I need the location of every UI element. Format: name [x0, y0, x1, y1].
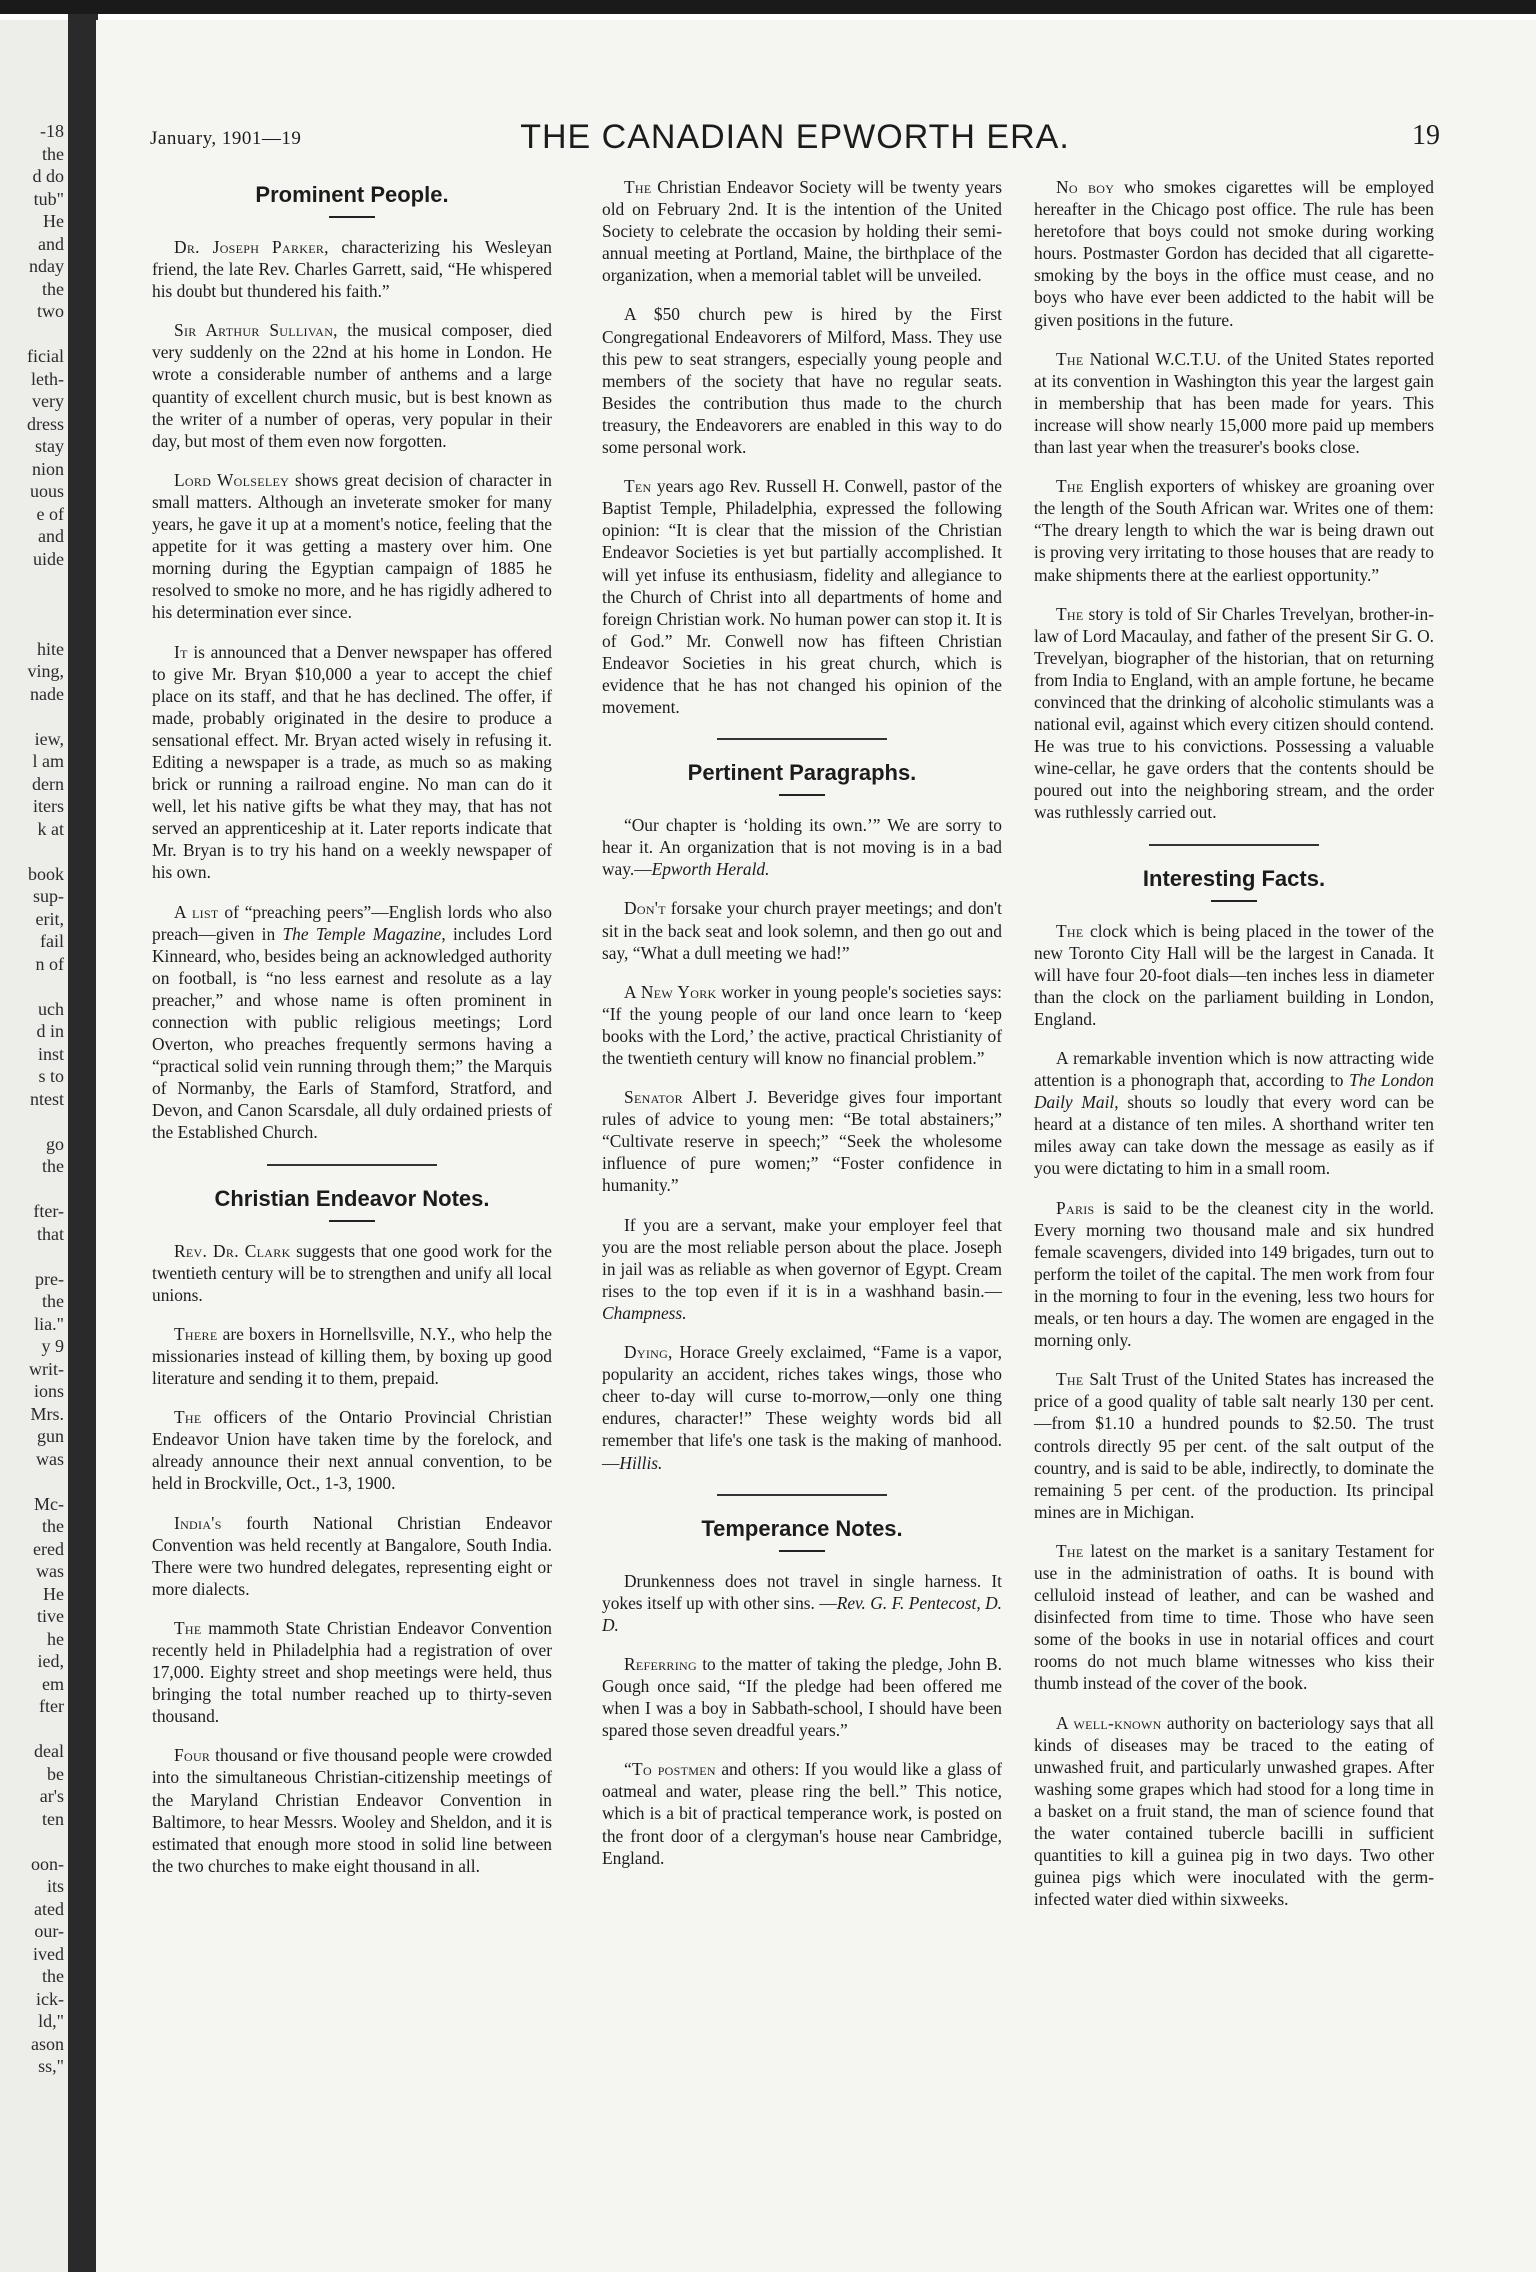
paragraph-lead: The: [1056, 476, 1084, 497]
paragraph-lead: The: [624, 177, 652, 197]
section-divider: [717, 738, 887, 740]
paragraph-text: Salt Trust of the United States has increased the price of a good quality of table salt nearly 130 per cent.—from $1.10 a hundred pounds to $2.50. The trust controls directly 95 per cent. of the salt output of the country, and is said to be able, indirectly, to dominate the remaining 5 per cent. of the production. Its principal mines are in Michigan.: [1034, 1369, 1434, 1522]
paragraph-text: Horace Greely exclaimed, “Fame is a vapor, popularity an accident, riches takes wings, those who cheer to-day will curse to-morrow,—only one thing endures, character!” These weighty words bid all remember that life's one task is the making of manhood.—: [602, 1342, 1002, 1473]
paragraph-text: latest on the market is a sanitary Testament for use in the administration of oaths. It is bound with celluloid instead of leather, and can be washed and disinfected from time to time. Those who have seen some of the books in use in notarial offices and court rooms do not much blame witnesses who kiss their thumb instead of the cover of the book.: [1034, 1540, 1434, 1694]
margin-fragment: the: [42, 143, 64, 164]
paragraph: [602, 303, 1002, 458]
paragraph-lead: India's: [174, 1512, 222, 1533]
paragraph: [602, 814, 1002, 880]
paragraph-text: story is told of Sir Charles Trevelyan, brother-in-law of Lord Macaulay, and father of the present Sir G. O. Trevelyan, biographer of the historian, that on returning from India to England, with an ample fortune, he became convinced that the drinking of alcoholic stimulants was a national evil, against which every citizen should contend. He was true to his convictions. Possessing a valuable wine-cellar, he gave orders that the contents should be poured out into the neighboring stream, and the order was ruthlessly carried out.: [1034, 603, 1434, 823]
paragraph: [152, 901, 552, 1144]
margin-fragment: y 9: [41, 1336, 64, 1356]
margin-fragment: iters: [33, 796, 64, 816]
paragraph: [1034, 1712, 1434, 1911]
paragraph-lead: No boy: [1056, 177, 1115, 197]
paragraph-lead: Four: [174, 1745, 211, 1766]
page-number: 19: [1412, 120, 1440, 151]
margin-fragment: the: [42, 1966, 64, 1986]
paragraph-text: If you are a servant, make your employer feel that you are the most reliable person about the place. Joseph in jail was as reliable as when governor of Egypt. Cream rises to the top even if it is in a washhand basin.—: [602, 1214, 1002, 1301]
margin-fragment: ick-: [36, 1988, 64, 2009]
paragraph-text: is said to be the cleanest city in the world. Every morning two thousand male and six hundred female scavengers, divided into 149 brigades, turn out to perform the toilet of the capital. The men work from four in the morning to four in the evening, less two hours for meals, or ten hours a day. The women are engaged in the morning only.: [1034, 1197, 1434, 1351]
paragraph-text: A $50 church pew is hired by the First Congregational Endeavorers of Milford, Mass. They use this pew to seat strangers, especially young people and members of the society that have no regular seats. Besides the contribution thus made to the church treasury, the Endeavorers are enabled in this way to do some personal work.: [602, 304, 1002, 458]
paragraph: [152, 1406, 552, 1494]
paragraph: [602, 1653, 1002, 1741]
heading-pertinent-paragraphs: Pertinent Paragraphs.: [687, 760, 917, 786]
paragraph: [152, 1323, 552, 1389]
paragraph-text: officers of the Ontario Provincial Christian Endeavor Union have taken time by the forelock, and already announce their next annual convention, to be held in Brockville, Oct., 1-3, 1900.: [152, 1407, 552, 1494]
paragraph-text: English exporters of whiskey are groaning over the length of the South African war. Writes one of them: “The dreary length to which the war is being drawn out is proving very irritating to those houses that are ready to make shipments there at the earliest opportunity.”: [1034, 476, 1434, 585]
paragraph-lead: A list: [174, 901, 219, 922]
paragraph: [152, 236, 552, 302]
paragraph-lead: Rev. Dr. Clark: [174, 1240, 291, 1261]
margin-fragment: book: [28, 863, 64, 884]
margin-fragment: its: [46, 1876, 64, 1896]
margin-fragment: nday: [29, 256, 64, 276]
margin-fragment: the: [42, 278, 64, 299]
paragraph: [1034, 1540, 1434, 1695]
heading-christian-endeavor-notes: Christian Endeavor Notes.: [214, 1185, 490, 1211]
heading-rule: [779, 1550, 825, 1552]
margin-fragment: ated: [34, 1898, 64, 1919]
section-divider: [1149, 844, 1319, 846]
paragraph: [602, 981, 1002, 1069]
paragraph-text: forsake your church prayer meetings; and don't sit in the back seat and look solemn, and then go out and say, “What a dull meeting we had!”: [602, 898, 1002, 963]
paragraph-lead: Dying,: [624, 1342, 673, 1363]
margin-fragment: fail: [40, 931, 64, 951]
column-3: [1034, 176, 1434, 1927]
paragraph-lead: A New York: [624, 981, 717, 1002]
paragraph: [602, 1570, 1002, 1636]
margin-fragment: was: [36, 1561, 64, 1581]
margin-fragment: the: [42, 1156, 64, 1176]
paragraph-text: Christian Endeavor Society will be twenty years old on February 2nd. It is the intention of the United Society to celebrate the occasion by holding their semi-annual meeting at Portland, Maine, the birthplace of the organization, when a memorial tablet will be unveiled.: [602, 177, 1002, 286]
margin-fragment: ived: [33, 1943, 64, 1964]
paragraph-text: “Our chapter is ‘holding its own.’” We are sorry to hear it. An organization that is not moving is in a bad way.—: [602, 815, 1002, 880]
italic-text: Champness.: [602, 1302, 687, 1323]
margin-fragment: our-: [34, 1921, 64, 1941]
margin-fragment: inst: [37, 1043, 64, 1064]
margin-fragment: -18: [40, 121, 64, 141]
column-1: [152, 176, 552, 1894]
paragraph: [602, 475, 1002, 718]
paragraph: [152, 1240, 552, 1306]
paragraph-text: Albert J. Beveridge gives four important rules of advice to young men: “Be total abstainers;” “Cultivate reserve in speech;” “Seek the wholesome influence of pure women;” “Foster confidence in humanity.”: [602, 1087, 1002, 1196]
margin-fragment: dress: [27, 413, 64, 434]
margin-fragment: tub": [33, 188, 64, 209]
margin-fragment: ntest: [30, 1088, 64, 1109]
margin-fragment: ss,": [38, 2056, 64, 2076]
paragraph: [152, 1617, 552, 1727]
paragraph-lead: The: [174, 1617, 202, 1638]
paragraph: [1034, 1047, 1434, 1180]
heading-rule: [329, 216, 375, 218]
margin-fragment: l am: [32, 751, 64, 771]
italic-text: Hillis.: [619, 1452, 663, 1473]
margin-fragment: gun: [37, 1426, 64, 1446]
margin-fragment: n of: [35, 953, 64, 974]
margin-fragment: s to: [38, 1066, 64, 1086]
margin-fragment: stay: [35, 436, 64, 456]
margin-fragment: ason: [31, 2033, 64, 2054]
paragraph: [1034, 1197, 1434, 1352]
margin-fragment: ld,": [38, 2011, 64, 2031]
margin-fragment: Mrs.: [30, 1403, 64, 1424]
paragraph-text: years ago Rev. Russell H. Conwell, pastor of the Baptist Temple, Philadelphia, expressed the following opinion: “It is clear that the mission of the Christian Endeavor Societies is yet but partially accomplished. It will yet infuse its enthusiasm, fidelity and allegiance to the Church of Christ into all departments of home and foreign Christian work. No human power can stop it. It is of God.” Mr. Conwell now has fifteen Christian Endeavor Societies in his great church, which is evidence that he has not changed his opinion of the movement.: [602, 476, 1002, 718]
italic-text: Epworth Herald.: [651, 859, 770, 880]
paragraph-text: who smokes cigarettes will be employed hereafter in the Chicago post office. The rule has been heretofore that boys could not smoke during working hours. Postmaster Gordon has decided that all cigarette-smoking by the boys in the office must cease, and no boys who have ever been addicted to the habit will be given positions in the future.: [1034, 177, 1434, 330]
paragraph-text: clock which is being placed in the tower of the new Toronto City Hall will be the largest in Canada. It will have four 20-foot dials—ten inches less in diameter than the clock on the parliament building in London, England.: [1034, 920, 1434, 1029]
margin-fragment: He: [43, 211, 64, 231]
paragraph: [1034, 1368, 1434, 1523]
periodical-title: THE CANADIAN EPWORTH ERA.: [520, 118, 1070, 156]
margin-fragment: writ-: [29, 1358, 64, 1379]
paragraph-lead: It: [174, 641, 188, 662]
paragraph-lead: Don't: [624, 898, 666, 919]
margin-fragment: nion: [31, 458, 64, 479]
running-header: [150, 118, 1440, 158]
margin-fragment: leth-: [31, 368, 64, 389]
paragraph: [152, 1744, 552, 1877]
paragraph-lead: Ten: [624, 476, 652, 497]
margin-fragment: that: [37, 1223, 64, 1244]
margin-fragment: uide: [33, 548, 64, 569]
margin-fragment: was: [36, 1448, 64, 1469]
paragraph-text: of “preaching peers”—English lords who also preach—given in: [152, 901, 552, 944]
paragraph: [152, 641, 552, 884]
paragraph-lead: Referring: [624, 1653, 697, 1674]
margin-fragment: k at: [37, 818, 64, 839]
margin-fragment: fter-: [33, 1201, 64, 1221]
paragraph-lead: Sir Arthur Sullivan,: [174, 320, 338, 341]
margin-fragment: dern: [32, 773, 64, 794]
paragraph-text: worker in young people's societies says: “If the young people of our land once learn to ‘keep books with the Lord,’ the active, practical Christianity of the twentieth century will know no financial problem.”: [602, 981, 1003, 1068]
paragraph-lead: There: [174, 1323, 218, 1344]
paragraph-lead: Lord Wolseley: [174, 469, 290, 490]
margin-fragment: fter: [39, 1696, 64, 1716]
margin-fragment: ied,: [37, 1651, 64, 1671]
scan-top-edge: [0, 0, 1536, 14]
margin-fragment: deal: [34, 1741, 64, 1761]
margin-fragment: ficial: [27, 346, 64, 366]
paragraph-text: National W.C.T.U. of the United States reported at its convention in Washington this year the largest gain in membership that has been made for years. This increase will show nearly 15,000 more paid up members than last year when the treasurer's books close.: [1034, 348, 1434, 458]
paragraph: [602, 1758, 1002, 1868]
margin-fragment: e of: [36, 503, 64, 524]
paragraph: [1034, 920, 1434, 1030]
paragraph: [602, 176, 1002, 286]
margin-fragment: uous: [29, 481, 64, 501]
paragraph-lead: “To postmen: [624, 1759, 716, 1780]
paragraph: [1034, 475, 1434, 585]
paragraph-lead: Paris: [1056, 1197, 1095, 1218]
adjacent-page-strip: [0, 20, 71, 2272]
margin-fragment: ar's: [39, 1786, 64, 1806]
paragraph-text: mammoth State Christian Endeavor Convention recently held in Philadelphia had a registration of over 17,000. Eighty street and shop meetings were held, thus bringing the total number reached up to thirty-seven thousand.: [152, 1617, 552, 1727]
paragraph-text: authority on bacteriology says that all kinds of diseases may be traced to the eating of unwashed fruit, and particularly unwashed grapes. After washing some grapes which had stood for a long time in a basket on a fruit stand, the man of science found that the water contained tubercle bacilli in sufficient quantities to kill a guinea pig in two days. Two other guinea pigs which were inoculated with the germ-infected water died within sixweeks.: [1034, 1712, 1434, 1910]
paragraph-text: the musical composer, died very suddenly on the 22nd at his home in London. He wrote a considerable number of anthems and a large quantity of excellent church music, but is best known as the writer of a number of operas, very popular in their day, but most of them even now forgotten.: [152, 320, 552, 451]
paragraph-text: , includes Lord Kinneard, who, besides being an acknowledged authority on football, is “no less earnest and resolute as a lay preacher,” and whose name is often prominent in connection with public religious meetings; Lord Overton, who preaches frequently sermons having a “practical solid vein running through them;” the Marquis of Normanby, the Earls of Stamford, Stratford, and Devon, and Canon Scarsdale, all duly ordained priests of the Established Church.: [152, 923, 552, 1143]
margin-fragment: d do: [32, 166, 64, 186]
margin-fragment: Mc-: [34, 1493, 64, 1514]
margin-fragment: be: [47, 1763, 64, 1784]
paragraph: [1034, 603, 1434, 824]
margin-fragment: sup-: [33, 886, 64, 906]
paragraph-text: to the matter of taking the pledge, John B. Gough once said, “If the pledge had been offered me when I was a boy in Sabbath-school, I should have been spared those seven dreadful years.”: [602, 1653, 1002, 1741]
paragraph: [602, 1214, 1002, 1324]
heading-temperance-notes: Temperance Notes.: [701, 1515, 903, 1541]
paragraph-text: is announced that a Denver newspaper has offered to give Mr. Bryan $10,000 a year to accept the chief place on its staff, and that he has declined. The offer, if made, probably originated in the desire to produce a sensational effect. Mr. Bryan acted wisely in refusing it. Editing a newspaper is a trade, as much so as making brick or running a railroad engine. No man can do it well, let his native gifts be what they may, that has not served an apprenticeship at it. Later reports indicate that Mr. Bryan is to try his hand on a weekly newspaper of his own.: [152, 641, 552, 883]
section-divider: [267, 1164, 437, 1166]
paragraph-text: shows great decision of character in small matters. Although an inveterate smoker for many years, he gave it up at a moment's notice, feeling that the appetite for it was getting a mastery over him. One morning during the Egyptian campaign of 1885 he resolved to smoke no more, and he has rigidly adhered to his determination ever since.: [152, 469, 553, 623]
heading-prominent-people: Prominent People.: [255, 182, 449, 207]
heading-rule: [329, 1220, 375, 1222]
margin-fragment: hite: [37, 638, 64, 659]
paragraph: [152, 1512, 552, 1600]
paragraph: [1034, 176, 1434, 331]
margin-fragment: pre-: [35, 1268, 64, 1289]
margin-fragment: and: [38, 233, 64, 254]
margin-fragment: ions: [33, 1381, 64, 1401]
paragraph-text: fourth National Christian Endeavor Convention was held recently at Bangalore, South India. There were two hundred delegates, representing eight or more dialects.: [152, 1512, 552, 1599]
margin-fragment: tive: [37, 1606, 64, 1626]
paragraph-lead: Senator: [624, 1087, 683, 1108]
paragraph-lead: The: [1056, 1540, 1084, 1561]
margin-fragment: ered: [33, 1538, 64, 1559]
margin-fragment: d in: [36, 1021, 64, 1041]
margin-fragment: erit,: [35, 908, 64, 929]
paragraph-text: , shouts so loudly that every word can be heard at a distance of ten miles. A shorthand writer ten miles away can take down the message as easily as if you were dictating to him in a small room.: [1034, 1092, 1434, 1179]
margin-fragment: two: [37, 301, 64, 321]
margin-fragment: the: [42, 1516, 64, 1536]
paragraph-lead: The: [174, 1407, 202, 1428]
heading-rule: [1211, 900, 1257, 902]
paragraph-lead: Dr. Joseph Parker,: [174, 237, 329, 257]
paragraph-text: and others: If you would like a glass of oatmeal and water, please ring the bell.” This notice, which is a bit of practical temperance work, is posted on the front door of a clergyman's house near Cambridge, England.: [602, 1759, 1002, 1868]
header-date: January, 1901—19: [150, 128, 302, 149]
margin-fragment: nade: [30, 683, 64, 704]
scan-gutter: [68, 14, 98, 2272]
paragraph-text: characterizing his Wesleyan friend, the late Rev. Charles Garrett, said, “He whispered his doubt but thundered his faith.”: [152, 237, 552, 302]
paragraph-text: Drunkenness does not travel in single harness. It yokes itself up with other sins. —: [602, 1570, 1002, 1613]
paragraph: [602, 897, 1002, 963]
paragraph-lead: The: [1056, 348, 1084, 369]
italic-text: The London Daily Mail: [1034, 1070, 1434, 1113]
paragraph-text: suggests that one good work for the twentieth century will be to strengthen and unify all local unions.: [152, 1240, 552, 1305]
margin-fragment: and: [38, 526, 64, 546]
margin-fragment: he: [47, 1628, 64, 1649]
margin-fragment: go: [46, 1133, 64, 1154]
paragraph: [152, 319, 552, 452]
paragraph: [152, 469, 552, 624]
italic-text: Rev. G. F. Pentecost, D. D.: [602, 1592, 1003, 1635]
paragraph-lead: The: [1056, 920, 1084, 941]
paragraph-lead: The: [1056, 1369, 1084, 1390]
margin-fragment: em: [42, 1673, 64, 1694]
heading-interesting-facts: Interesting Facts.: [1142, 865, 1326, 891]
paragraph-lead: The: [1056, 603, 1084, 624]
margin-fragment: very: [32, 391, 64, 411]
paragraph-lead: A well-known: [1056, 1712, 1162, 1733]
margin-fragment: He: [43, 1583, 64, 1604]
margin-fragment: iew,: [34, 728, 64, 749]
heading-rule: [779, 794, 825, 796]
paragraph: [1034, 348, 1434, 458]
section-divider: [717, 1494, 887, 1496]
paragraph-text: are boxers in Hornellsville, N.Y., who help the missionaries instead of killing them, by boxing up good literature and sending it to them, prepaid.: [152, 1323, 552, 1389]
column-2: [602, 176, 1002, 1886]
margin-fragment: oon-: [31, 1853, 64, 1874]
margin-fragment: ving,: [27, 661, 64, 681]
margin-fragment: uch: [38, 998, 64, 1019]
margin-fragment: the: [42, 1291, 64, 1311]
paragraph-text: thousand or five thousand people were crowded into the simultaneous Christian-citizenship meetings of the Maryland Christian Endeavor Convention in Baltimore, to hear Messrs. Wooley and Sheldon, and it is estimated that enough more stood in solid line between the two churches to make eight thousand in all.: [152, 1745, 552, 1876]
italic-text: The Temple Magazine: [282, 923, 442, 944]
margin-fragment: lia.": [34, 1313, 64, 1334]
margin-fragment: ten: [42, 1808, 64, 1829]
paragraph: [602, 1086, 1002, 1196]
paragraph: [602, 1341, 1002, 1474]
paragraph-text: A remarkable invention which is now attracting wide attention is a phonograph that, according to: [1034, 1048, 1434, 1091]
